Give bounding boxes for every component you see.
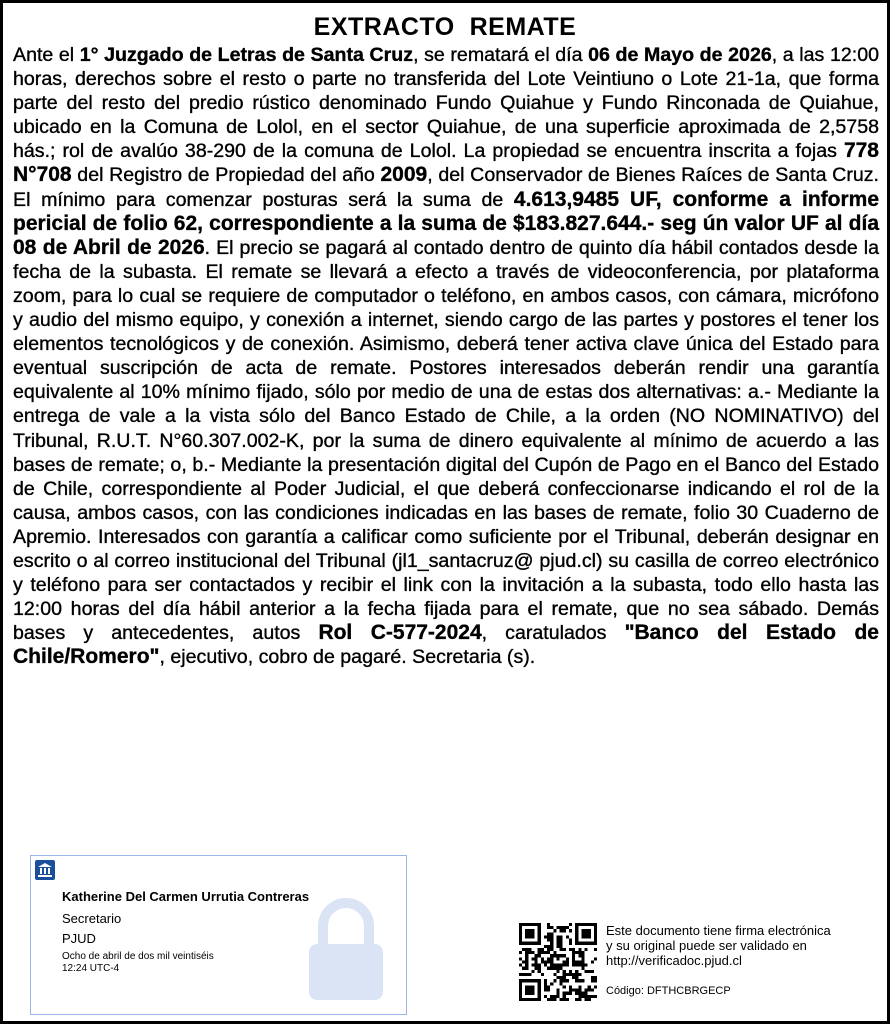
notice-title: EXTRACTO REMATE bbox=[313, 13, 577, 41]
validation-url[interactable]: http://verificadoc.pjud.cl bbox=[606, 953, 742, 968]
minimum-bid: 4.613,9485 UF, conforme a informe pericial de folio 62, correspondiente a la suma de $183.827.644.- seg ún valor UF al día 08 de Abril de 2026 bbox=[13, 187, 880, 259]
case-caption: "Banco del Estado de Chile/Romero" bbox=[13, 621, 879, 669]
body-text-segment: , ejecutivo, cobro de pagaré. Secretaria (s). bbox=[159, 646, 536, 669]
signature-time: 12:24 UTC-4 bbox=[62, 963, 120, 974]
body-text-segment: , del Conservador de Bienes Raíces de Santa Cruz. El mínimo para comenzar posturas será la suma de bbox=[13, 164, 879, 211]
qr-code-icon[interactable] bbox=[519, 923, 597, 1001]
body-text-segment: . El precio se pagará al contado dentro de quinto día hábil contados desde la fecha de la subasta. El remate se llevará a efecto a través de videoconferencia, por plataforma zoom, para lo cual se requiere de computador o teléfono, en ambos casos, con cámara, micrófono y audio del mismo equipo, y conexión a internet, siendo cargo de las partes y postores el tener los elementos tecnológicos y de conexión. Asimismo, deberá tener activa clave única del Estado para eventual suscripción de acta de remate. Postores interesados deberán rendir una garantía equivalente al 10% mínimo fijado, sólo por medio de una de estas dos alternativas: a.- Mediante la entrega de vale a la vista sólo del Banco Estado de Chile, a la orden (NO NOMINATIVO) del Tribunal, R.U.T. N°60.307.002-K, por la suma de dinero equivalente al mínimo de acuerdo a las bases de remate; o, b.- Mediante la presentación digital del Cupón de Pago en el Banco del Estado de Chile, correspondiente al Poder Judicial, el que deberá confeccionarse indicando el rol de la causa, ambos casos, con las condiciones indicadas en las bases de remate, folio 30 Cuaderno de Apremio. Interesados con garantía a calificar como suficiente por el Tribunal, deberán designar en escrito o al correo institucional del Tribunal (jl1_santacruz@ pjud.cl) su casilla de correo electrónico y teléfono para ser contactados y recibir el link con la invitación a la subasta, todo ello hasta las 12:00 horas del día hábil anterior a la fecha fijada para el remate, que no sea sábado. Demás bases y antecedentes, autos bbox=[13, 236, 879, 645]
validation-code: Código: DFTHCBRGECP bbox=[606, 985, 731, 997]
case-rol: Rol C-577-2024 bbox=[318, 621, 482, 645]
institution-seal-icon bbox=[35, 860, 55, 880]
validation-line: Este documento tiene firma electrónica bbox=[606, 923, 831, 938]
signer-name: Katherine Del Carmen Urrutia Contreras bbox=[62, 889, 310, 904]
body-text-segment: , a las 12:00 horas, derechos sobre el resto o parte no transferida del Lote Veintiuno o Lote 21-1a, que forma parte del resto del predio rústico denominado Fundo Quiahue y Fundo Rinconada de Quiahue, ubicado en la Comuna de Lolol, en el sector Quiahue, de una superficie aproximada de 2,5758 hás.; rol de avalúo 38-290 de la comuna de Lolol. La propiedad se encuentra inscrita a fojas bbox=[13, 44, 879, 163]
auction-date: 06 de Mayo de 2026 bbox=[588, 44, 772, 66]
registry-year: 2009 bbox=[380, 163, 428, 187]
validation-line: y su original puede ser validado en bbox=[606, 938, 807, 953]
signature-date: Ocho de abril de dos mil veintiséis bbox=[62, 951, 214, 962]
body-text-segment: , se rematará el día bbox=[413, 44, 589, 66]
notice-body bbox=[13, 43, 879, 669]
body-text-segment: Ante el bbox=[13, 44, 80, 66]
signer-role: Secretario bbox=[62, 911, 122, 926]
body-text-segment: , caratulados bbox=[481, 622, 625, 645]
signer-organization: PJUD bbox=[62, 931, 96, 946]
validation-note bbox=[606, 923, 876, 968]
electronic-signature-box bbox=[30, 855, 407, 1015]
padlock-watermark-icon bbox=[301, 894, 391, 1004]
body-text-segment: del Registro de Propiedad del año bbox=[71, 164, 381, 187]
court-name: 1° Juzgado de Letras de Santa Cruz bbox=[79, 44, 414, 66]
fojas-number: 778 N°708 bbox=[13, 139, 879, 187]
